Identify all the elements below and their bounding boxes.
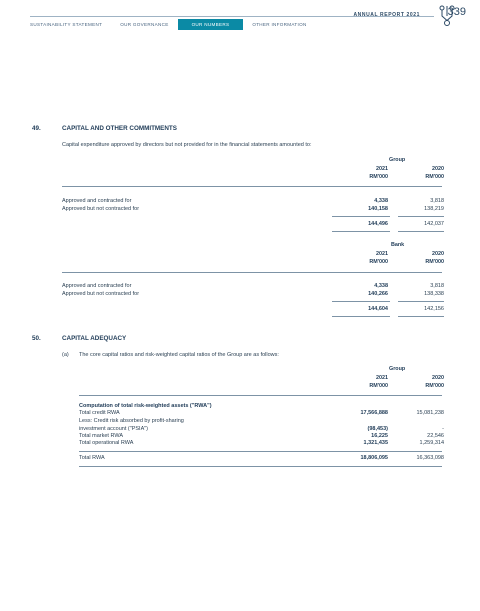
total-rule-2021 (332, 301, 390, 302)
tab-other-information[interactable]: OTHER INFORMATION (252, 22, 307, 27)
row-value-2021: 4,338 (374, 283, 388, 289)
section-tabs (30, 19, 316, 30)
group-label: Group (389, 366, 406, 372)
row-value-2021: 1,321,435 (363, 440, 388, 446)
row-value-2020: 3,818 (430, 283, 444, 289)
total-rule-2021 (332, 316, 390, 317)
row-label: Approved and contracted for (62, 198, 132, 204)
row-value-2020: 138,219 (424, 206, 444, 212)
group-label: Group (389, 157, 406, 163)
rwa-heading: Computation of total risk-weighted assets ("RWA") (79, 403, 212, 409)
row-label: Approved but not contracted for (62, 206, 140, 212)
row-label: Total operational RWA (79, 440, 134, 446)
total-rule-2020 (398, 316, 444, 317)
section-50-intro: The core capital ratios and risk-weighted capital ratios of the Group are as follows: (79, 352, 279, 358)
row-label: Total credit RWA (79, 410, 120, 416)
total-rule-2020 (398, 216, 444, 217)
col-2020: 2020 RM'000 (425, 251, 444, 265)
section-49-title: CAPITAL AND OTHER COMMITMENTS (62, 125, 177, 132)
subsection-marker: (a) (62, 352, 69, 358)
row-label: Approved and contracted for (62, 283, 132, 289)
table-rule (62, 186, 442, 187)
section-49-number: 49. (32, 125, 41, 132)
section-49-intro: Capital expenditure approved by directors but not provided for in the financial statements amounted to: (62, 142, 312, 148)
tab-our-governance[interactable]: OUR GOVERNANCE (120, 22, 169, 27)
row-value-2020: 138,338 (424, 291, 444, 297)
total-value-2021: 144,496 (368, 221, 388, 227)
tab-our-numbers[interactable]: OUR NUMBERS (178, 19, 244, 30)
row-value-2021: 140,266 (368, 291, 388, 297)
row-value-2021: (98,453) (367, 426, 388, 432)
row-value-2020: 3,818 (430, 198, 444, 204)
tab-sustainability-statement[interactable]: SUSTAINABILITY STATEMENT (30, 22, 103, 27)
row-value-2020: 22,546 (427, 433, 444, 439)
total-rule-2021 (332, 216, 390, 217)
row-value-2020: - (442, 426, 444, 432)
total-rule-2020 (398, 231, 444, 232)
col-2021: 2021 RM'000 (369, 166, 388, 180)
row-value-2021: 16,225 (371, 433, 388, 439)
row-value-2021: 17,566,888 (360, 410, 388, 416)
row-value-2021: 140,158 (368, 206, 388, 212)
row-label: Less: Credit risk absorbed by profit-sharing (79, 418, 184, 424)
row-value-2020: 1,259,314 (419, 440, 444, 446)
section-50-title: CAPITAL ADEQUACY (62, 335, 127, 342)
col-2021: 2021 RM'000 (369, 375, 388, 389)
bank-label: Bank (391, 242, 405, 248)
row-value-2021: 4,338 (374, 198, 388, 204)
total-rule (79, 466, 442, 467)
row-label: investment account ("PSIA") (79, 426, 149, 432)
row-label: Approved but not contracted for (62, 291, 140, 297)
total-rwa-label: Total RWA (79, 455, 105, 461)
row-value-2020: 15,081,238 (416, 410, 444, 416)
section-50-number: 50. (32, 335, 41, 342)
total-value-2020: 142,156 (424, 306, 444, 312)
col-2020: 2020 RM'000 (425, 166, 444, 180)
col-2021: 2021 RM'000 (369, 251, 388, 265)
report-title: ANNUAL REPORT 2021 (353, 12, 420, 18)
total-rule-2021 (332, 231, 390, 232)
row-label: Total market RWA (79, 433, 124, 439)
total-value-2020: 16,363,098 (416, 455, 444, 461)
total-value-2020: 142,037 (424, 221, 444, 227)
page-number: 339 (447, 6, 466, 18)
total-value-2021: 18,806,095 (360, 455, 388, 461)
table-rule (79, 395, 442, 396)
total-value-2021: 144,604 (368, 306, 388, 312)
total-rule (79, 451, 442, 452)
total-rule-2020 (398, 301, 444, 302)
table-rule (62, 272, 442, 273)
col-2020: 2020 RM'000 (425, 375, 444, 389)
